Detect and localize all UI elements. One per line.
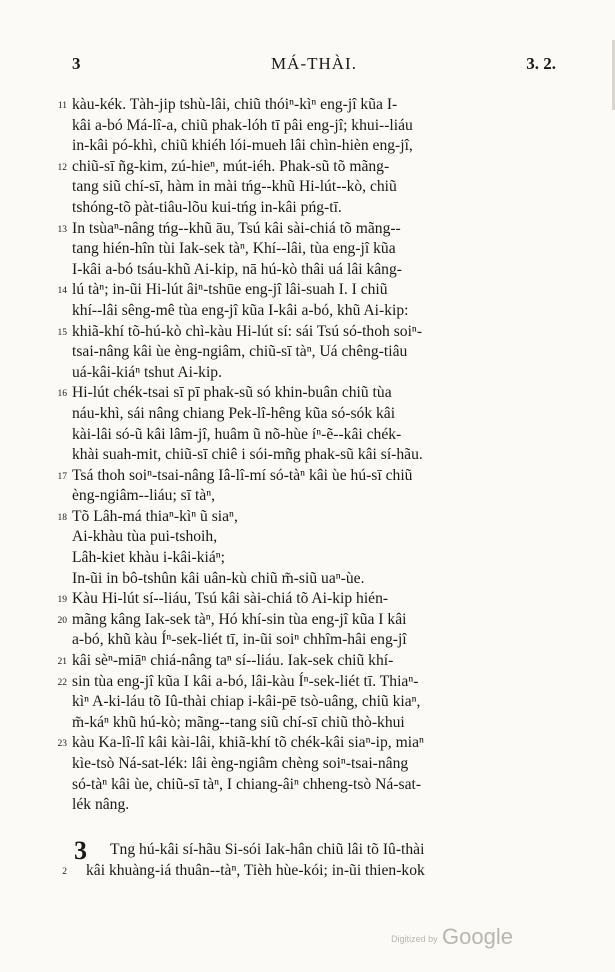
- text-line: [72, 177, 556, 198]
- page-number: 3: [72, 54, 81, 73]
- text-line: [57, 280, 556, 301]
- body-text: [57, 95, 556, 816]
- line-text: in-kâi pó-khì, chiũ khiéh lói-mueh lâi chìn-hièn eng-jî,: [72, 137, 413, 155]
- line-text: sin tùa eng-jî kũa I kâi a-bó, lâi-kàu Íⁿ-sek-liét tī. Thiaⁿ-: [72, 672, 419, 690]
- text-line: [72, 569, 556, 590]
- line-text: kài-lâi só-ũ kâi lâm-jî, huâm ũ nõ-hùe íⁿ-ẽ--kâi chék-: [72, 425, 402, 443]
- text-line: [72, 136, 556, 157]
- line-text: I-kâi a-bó tsáu-khũ Ai-kip, nā hú-kò thâi uá lâi kâng-: [72, 260, 402, 278]
- line-text: kâi a-bó Má-lî-a, chiũ phak-lóh tī pâi eng-jî; khui--liáu: [72, 116, 413, 134]
- verse-number: 14: [57, 286, 67, 297]
- verse-number: 19: [57, 595, 67, 606]
- verse-number: 11: [57, 101, 67, 111]
- line-text: khiã-khí tõ-hú-kò chì-kàu Hi-lút sí: sái Tsú só-thoh soiⁿ-: [72, 322, 423, 340]
- line-text: Tsá thoh soiⁿ-tsai-nâng Iâ-lî-mí só-tàⁿ kâi ùe hú-sī chiũ: [72, 466, 413, 484]
- line-text: kìⁿ A-ki-láu tõ Iû-thài chiap i-kâi-pē tsò-uâng, chiũ kiaⁿ,: [72, 693, 421, 711]
- line-text: kâi sèⁿ-miāⁿ chiá-nâng taⁿ sí--liáu. Iak-sek chiũ khí-: [72, 652, 394, 670]
- text-line: [57, 651, 556, 672]
- text-line: [72, 840, 556, 861]
- text-line: [57, 157, 556, 178]
- text-line: [72, 363, 556, 384]
- text-line: [72, 713, 556, 734]
- text-line: [72, 404, 556, 425]
- text-line: [72, 342, 556, 363]
- line-text: chiũ-sī ñg-kim, zú-hieⁿ, mút-iéh. Phak-sũ tõ mãng-: [72, 157, 390, 175]
- book-title: MÁ-THÀI.: [271, 54, 357, 73]
- line-text: uá-kâi-kiáⁿ tshut Ai-kip.: [72, 363, 222, 381]
- text-line: [57, 466, 556, 487]
- line-text: tang hién-hîn tùi Iak-sek tàⁿ, Khí--lâi, tùa eng-jî kũa: [72, 240, 396, 258]
- text-line: [57, 589, 556, 610]
- line-text: lék nâng.: [72, 796, 130, 814]
- text-line: [72, 795, 556, 816]
- line-text: Tng hú-kâi sí-hãu Si-sói Iak-hân chiũ lâi tõ Iû-thài: [110, 841, 425, 858]
- text-line: [72, 630, 556, 651]
- text-line: [72, 527, 556, 548]
- verse-number: 12: [57, 162, 67, 173]
- text-line: [57, 219, 556, 240]
- chapter-text: [62, 840, 556, 881]
- line-text: Tõ Lâh-má thiaⁿ-kìⁿ ũ siaⁿ,: [72, 507, 238, 525]
- line-text: khí--lâi sêng-mê tùa eng-jî kũa I-kâi a-bó, khũ Ai-kip:: [72, 301, 409, 319]
- line-text: Kàu Hi-lút sí--liáu, Tsú kâi sài-chiá tõ Ai-kip hién-: [72, 590, 389, 608]
- verse-number: 15: [57, 327, 67, 338]
- line-text: m̃-káⁿ khũ hú-kò; mãng--tang siũ chí-sī chiũ thò-khui: [72, 713, 405, 731]
- text-line: [57, 322, 556, 343]
- digitized-watermark: [391, 924, 513, 950]
- line-text: kàu-kék. Tàh-jip tshù-lâi, chiũ thóiⁿ-kìⁿ eng-jî kũa I-: [72, 96, 398, 113]
- line-text: tsai-nâng kâi ùe èng-ngiâm, chiũ-sī tàⁿ, Uá chêng-tiâu: [72, 343, 408, 361]
- line-text: kìe-tsò Ná-sat-lék: lâi èng-ngiâm chèng soiⁿ-tsai-nâng: [72, 755, 409, 772]
- verse-number: 16: [57, 389, 67, 400]
- text-line: [72, 260, 556, 281]
- text-line: [72, 198, 556, 219]
- line-text: náu-khì, sái nâng chiang Pek-lî-hêng kũa só-sók kâi: [72, 404, 396, 422]
- text-line: [72, 486, 556, 507]
- verse-number: 22: [57, 677, 67, 688]
- line-text: só-tàⁿ kâi ùe, chiũ-sī tàⁿ, I chiang-âiⁿ chheng-tsò Ná-sat-: [72, 775, 422, 793]
- line-text: lú tàⁿ; in-ũi Hi-lút âiⁿ-tshūe eng-jî lâi-suah I. I chiũ: [72, 281, 388, 299]
- line-text: Ai-khàu tùa pui-tshoih,: [72, 528, 218, 546]
- text-line: [57, 672, 556, 693]
- verse-number: 20: [57, 615, 67, 626]
- verse-number: 18: [57, 512, 67, 523]
- verse-number: 21: [57, 657, 67, 668]
- text-line: [57, 383, 556, 404]
- line-text: èng-ngiâm--liáu; sī tàⁿ,: [72, 487, 216, 505]
- line-text: Hi-lút chék-tsai sī pī phak-sũ só khin-buân chiũ tùa: [72, 384, 392, 402]
- watermark-small: Digitized by: [391, 934, 438, 944]
- verse-number: 23: [57, 739, 67, 750]
- text-line: [72, 548, 556, 569]
- text-line: [57, 733, 556, 754]
- text-line: [72, 301, 556, 322]
- line-text: kâi khuàng-iá thuân--tàⁿ, Tièh hùe-kói; in-ũi thien-kok: [86, 861, 425, 879]
- line-text: kàu Ka-lî-lî kâi kài-lâi, khiã-khí tõ chék-kâi siaⁿ-ip, miaⁿ: [72, 734, 424, 752]
- watermark-logo: Google: [442, 924, 513, 949]
- verse-number: 2: [62, 866, 67, 877]
- line-text: tshóng-tõ pàt-tiâu-lõu kui-tńg in-kâi pńg-tī.: [72, 198, 342, 216]
- text-line: [57, 610, 556, 631]
- text-line: [57, 95, 556, 116]
- text-line: [72, 425, 556, 446]
- line-text: tang siũ chí-sī, hàm in mài tńg--khũ Hi-lút--kò, chiũ: [72, 178, 397, 196]
- line-text: a-bó, khũ kàu Íⁿ-sek-liét tī, in-ũi soiⁿ chhîm-hâi eng-jî: [72, 631, 407, 649]
- text-line: [72, 239, 556, 260]
- text-line: [62, 861, 556, 882]
- line-text: khài suah-mit, chiũ-sī chiê i sói-mñg phak-sũ kâi sí-hãu.: [72, 446, 423, 464]
- text-line: [57, 507, 556, 528]
- chapter-verse-ref: 3. 2.: [526, 54, 556, 73]
- text-line: [72, 445, 556, 466]
- text-line: [72, 116, 556, 137]
- line-text: In-ũi in bô-tshûn kâi uân-kù chiũ m̃-siũ uaⁿ-ùe.: [72, 569, 365, 587]
- line-text: In tsùaⁿ-nâng tńg--khũ āu, Tsú kâi sài-chiá tõ mãng--: [72, 219, 401, 237]
- line-text: mãng kâng Iak-sek tàⁿ, Hó khí-sin tùa eng-jî kũa I kâi: [72, 610, 407, 628]
- chapter-number: 3: [74, 836, 87, 865]
- text-line: [72, 754, 556, 775]
- page-header: [72, 50, 556, 80]
- line-text: Lâh-kiet khàu i-kâi-kiáⁿ;: [72, 549, 225, 567]
- verse-number: 17: [57, 471, 67, 482]
- text-line: [72, 692, 556, 713]
- verse-number: 13: [57, 224, 67, 235]
- text-line: [72, 775, 556, 796]
